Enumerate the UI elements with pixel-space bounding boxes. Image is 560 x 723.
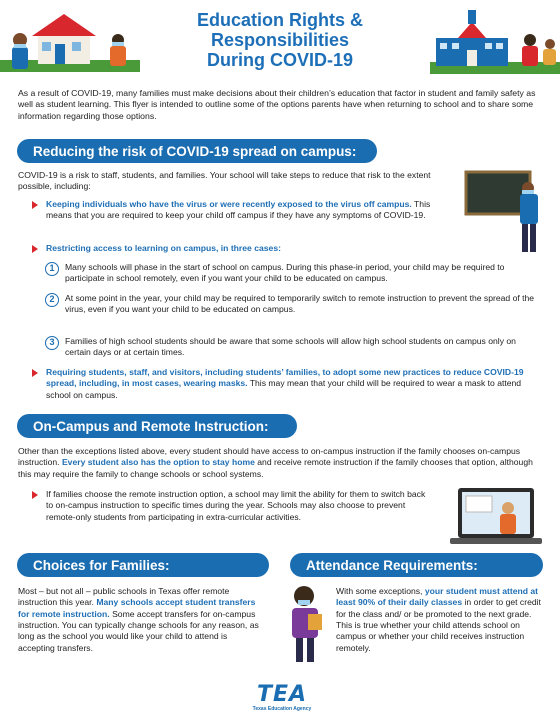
section-heading-choices — [17, 553, 269, 577]
bullet-text: Requiring students, staff, and visitors, including students’ families, to adopt some new practices to reduce COVID-19 spread, including, in most cases, wearing masks. This may mean that your child will be required to wear a mask to attend school on campus. — [46, 367, 524, 400]
page-title — [130, 10, 430, 70]
section-heading-text: Reducing the risk of COVID-19 spread on campus: — [33, 144, 357, 159]
bullet-restricting-access — [32, 243, 532, 254]
title-line-1: Education Rights & Responsibilities — [197, 10, 363, 51]
school-illustration — [430, 0, 560, 82]
bullet-keep-off-campus — [32, 199, 452, 222]
red-triangle-bullet-icon — [32, 491, 38, 499]
student-with-books-illustration — [278, 578, 334, 666]
numbered-item-1 — [45, 262, 542, 285]
section1-lead: COVID-19 is a risk to staff, students, and families. Your school will take steps to reduce that risk to the extent possible, including: — [18, 170, 431, 192]
laptop-teacher-illustration — [450, 486, 545, 548]
bullet-text: Restricting access to learning on campus, in three cases: — [46, 243, 281, 253]
number-circle-icon: 3 — [45, 336, 59, 350]
section4-paragraph: With some exceptions, your student must attend at least 90% of their daily classes in order to get credit for the class and/ or be promoted to the next grade. This is true whether your child attends school on campus or whether your child receives instruction remotely. — [336, 586, 541, 653]
section-heading-instruction — [17, 414, 297, 438]
numbered-text: At some point in the year, your child may be required to temporarily switch to remote instruction to prevent the spread of the virus, even if you want your child to be educated on campus. — [65, 293, 535, 315]
title-line-2: During COVID-19 — [206, 50, 353, 71]
section2-paragraph: Other than the exceptions listed above, every student should have access to on-campus instruction if the family chooses on-campus instruction. Every student also has the option to stay home and receive remote instruction if the family chooses that option, although this may require the family to change schools or school systems. — [18, 446, 533, 479]
intro-paragraph: As a result of COVID-19, many families must make decisions about their children’s education that factor in student and family safety as well as student learning. This flyer is intended to outline some of the options parents have when returning to school and to share some information regarding those options. — [18, 88, 536, 121]
numbered-text: Many schools will phase in the start of school on campus. During this phase-in period, your child may be required to participate in school remotely, even if you want your child to be educated on campus. — [65, 262, 505, 284]
tea-logo-text: TEA — [256, 682, 308, 707]
section-heading-text: Choices for Families: — [33, 558, 170, 573]
section-heading-reducing-risk — [17, 139, 377, 163]
section-heading-attendance — [290, 553, 543, 577]
section-heading-text: Attendance Requirements: — [306, 558, 478, 573]
numbered-item-2 — [45, 293, 542, 316]
bullet-remote-option — [32, 489, 432, 523]
red-triangle-bullet-icon — [32, 245, 38, 253]
section-heading-text: On-Campus and Remote Instruction: — [33, 419, 269, 434]
tea-logo-subtitle: Texas Education Agency — [252, 706, 312, 712]
red-triangle-bullet-icon — [32, 201, 38, 209]
bullet-text: If families choose the remote instruction option, a school may limit the ability for them to switch back to on-campus instruction to specific times during the year. Schools may also choose to prevent remote-only students from participating in extra-curricular activities. — [46, 489, 426, 522]
numbered-item-3 — [45, 336, 542, 359]
section3-paragraph: Most – but not all – public schools in Texas offer remote instruction this year. Many schools accept student transfers for remote instruction. Some accept transfers for on-campus instruction. You can typically change schools for any reason, as long as the school you would like your child to attend is accepting transfers. — [18, 586, 259, 653]
bullet-text: Keeping individuals who have the virus or were recently exposed to the virus off campus. This means that you are required to keep your child off campus if they have any symptoms of COVID-19. — [46, 199, 431, 221]
header — [0, 0, 560, 82]
house-illustration — [0, 0, 140, 82]
numbered-text: Families of high school students should be aware that some schools will allow high school students on campus only on certain days or at certain times. — [65, 336, 516, 358]
tea-logo — [252, 684, 312, 713]
red-triangle-bullet-icon — [32, 369, 38, 377]
bullet-new-practices — [32, 367, 542, 401]
number-circle-icon: 2 — [45, 293, 59, 307]
number-circle-icon: 1 — [45, 262, 59, 276]
